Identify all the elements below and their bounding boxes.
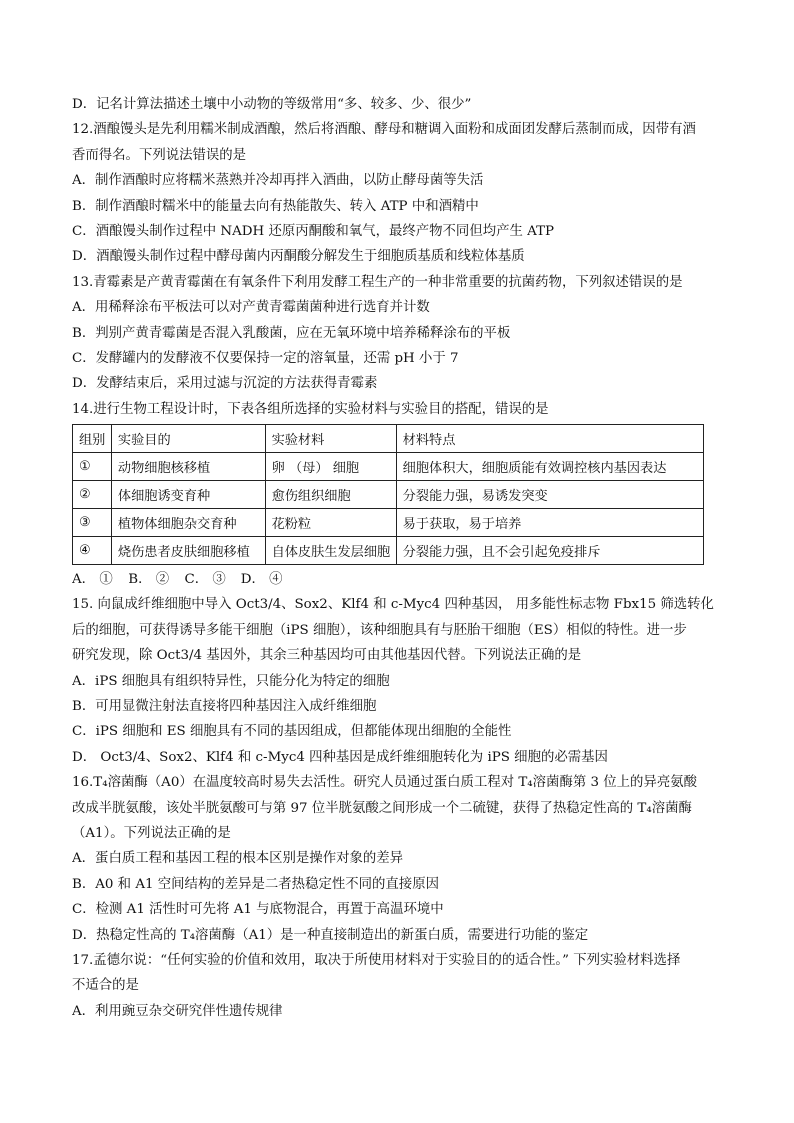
- text-block-1: [72, 92, 722, 422]
- table-cell: ③: [73, 509, 112, 537]
- q15-stem-line-1: 15. 向鼠成纤维细胞中导入 Oct3/4、Sox2、Klf4 和 c-Myc4 四种基因， 用多能性标志物 Fbx15 筛选转化: [72, 597, 714, 613]
- table-cell: ④: [73, 537, 112, 565]
- q14-table: [72, 424, 704, 565]
- table-cell: 自体皮肤生发层细胞: [265, 537, 396, 565]
- q15-stem-line-2: 后的细胞，可获得诱导多能干细胞（iPS 细胞），该种细胞具有与胚胎干细胞（ES）相似的特性。进一步: [72, 622, 687, 638]
- q12-option-c: C．酒酿馒头制作过程中 NADH 还原丙酮酸和氧气，最终产物不同但均产生 ATP: [72, 223, 555, 239]
- exam-page: [72, 92, 722, 1024]
- table-cell: 烧伤患者皮肤细胞移植: [111, 537, 265, 565]
- table-cell: ①: [73, 453, 112, 481]
- q17-option-a: A．利用豌豆杂交研究伴性遗传规律: [72, 1003, 283, 1019]
- q13-stem: 13.青霉素是产黄青霉菌在有氧条件下利用发酵工程生产的一种非常重要的抗菌药物，下列叙述错误的是: [72, 274, 683, 290]
- q12-stem-line-1: 12.酒酿馒头是先利用糯米制成酒酿，然后将酒酿、酵母和糖调入面粉和成面团发酵后蒸制而成，因带有酒: [72, 122, 696, 138]
- table-cell: 愈伤组织细胞: [265, 481, 396, 509]
- q13-option-d: D．发酵结束后，采用过滤与沉淀的方法获得青霉素: [72, 376, 378, 392]
- q14-option-a: A． ①: [72, 572, 113, 588]
- q14-option-b: B． ②: [128, 572, 170, 588]
- q13-option-a: A．用稀释涂布平板法可以对产黄青霉菌菌种进行选育并计数: [72, 300, 430, 316]
- q14-option-d: D． ④: [240, 572, 283, 588]
- table-cell: 植物体细胞杂交育种: [111, 509, 265, 537]
- table-cell: 动物细胞核移植: [111, 453, 265, 481]
- table-header-cell: 实验材料: [265, 425, 396, 453]
- table-header-cell: 实验目的: [111, 425, 265, 453]
- q13-option-b: B．判别产黄青霉菌是否混入乳酸菌，应在无氧环境中培养稀释涂布的平板: [72, 325, 511, 341]
- text-block-2: [72, 592, 722, 1024]
- q16-stem-line-1: 16.T₄溶菌酶（A0）在温度较高时易失去活性。研究人员通过蛋白质工程对 T₄溶菌酶第 3 位上的异亮氨酸: [72, 775, 697, 791]
- q16-option-c: C．检测 A1 活性时可先将 A1 与底物混合，再置于高温环境中: [72, 902, 444, 918]
- q15-option-a: A．iPS 细胞具有组织特异性，只能分化为特定的细胞: [72, 673, 390, 689]
- table-header-cell: 材料特点: [396, 425, 703, 453]
- table-cell: 细胞体积大，细胞质能有效调控核内基因表达: [396, 453, 703, 481]
- table-row: [73, 537, 704, 565]
- q12-option-a: A．制作酒酿时应将糯米蒸熟并冷却再拌入酒曲，以防止酵母菌等失活: [72, 173, 484, 189]
- table-cell: 分裂能力强，易诱发突变: [396, 481, 703, 509]
- q12-option-b: B．制作酒酿时糯米中的能量去向有热能散失、转入 ATP 中和酒精中: [72, 198, 479, 214]
- table-cell: 体细胞诱变育种: [111, 481, 265, 509]
- table-row: [73, 509, 704, 537]
- q16-stem-line-3: （A1）。下列说法正确的是: [72, 825, 231, 841]
- q15-option-c: C．iPS 细胞和 ES 细胞具有不同的基因组成，但都能体现出细胞的全能性: [72, 724, 512, 740]
- q12-option-d: D．酒酿馒头制作过程中酵母菌内丙酮酸分解发生于细胞质基质和线粒体基质: [72, 249, 525, 265]
- q16-option-b: B．A0 和 A1 空间结构的差异是二者热稳定性不同的直接原因: [72, 876, 439, 892]
- table-cell: 花粉粒: [265, 509, 396, 537]
- q13-option-c: C．发酵罐内的发酵液不仅要保持一定的溶氧量，还需 pH 小于 7: [72, 350, 459, 366]
- q17-stem-line-1: 17.孟德尔说：“任何实验的价值和效用，取决于所使用材料对于实验目的的适合性。” 下列实验材料选择: [72, 952, 681, 968]
- table-cell: 分裂能力强，且不会引起免疫排斥: [396, 537, 703, 565]
- q14-options: [72, 567, 722, 592]
- q15-stem-line-3: 研究发现，除 Oct3/4 基因外，其余三种基因均可由其他基因代替。下列说法正确的是: [72, 648, 582, 664]
- q16-option-a: A．蛋白质工程和基因工程的根本区别是操作对象的差异: [72, 851, 404, 867]
- table-header-cell: 组别: [73, 425, 112, 453]
- q16-option-d: D．热稳定性高的 T₄溶菌酶（A1）是一种直接制造出的新蛋白质，需要进行功能的鉴定: [72, 927, 589, 943]
- q15-option-b: B．可用显微注射法直接将四种基因注入成纤维细胞: [72, 699, 377, 715]
- table-row: [73, 453, 704, 481]
- table-cell: 易于获取，易于培养: [396, 509, 703, 537]
- q15-option-d: D． Oct3/4、Sox2、Klf4 和 c-Myc4 四种基因是成纤维细胞转化为 iPS 细胞的必需基因: [72, 749, 608, 765]
- table-row: [73, 481, 704, 509]
- q12-stem-line-2: 香而得名。下列说法错误的是: [72, 147, 247, 163]
- q14-stem: 14.进行生物工程设计时，下表各组所选择的实验材料与实验目的搭配，错误的是: [72, 401, 549, 417]
- q16-stem-line-2: 改成半胱氨酸，该处半胱氨酸可与第 97 位半胱氨酸之间形成一个二硫键，获得了热稳定性高的 T₄溶菌酶: [72, 800, 692, 816]
- q11-option-d: D．记名计算法描述土壤中小动物的等级常用“多、较多、少、很少”: [72, 97, 472, 112]
- table-header-row: [73, 425, 704, 453]
- q14-option-c: C． ③: [184, 572, 226, 588]
- table-cell: ②: [73, 481, 112, 509]
- table-cell: 卵 （母） 细胞: [265, 453, 396, 481]
- q17-stem-line-2: 不适合的是: [72, 978, 139, 994]
